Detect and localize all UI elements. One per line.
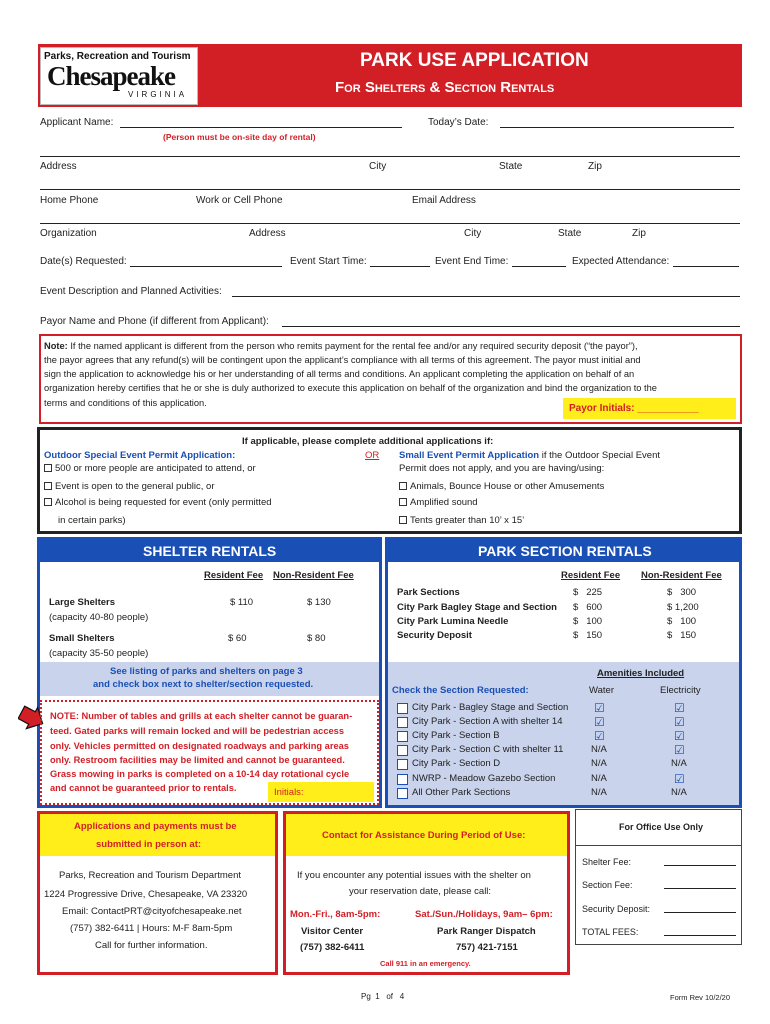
- fee-row-3-nonresident: $ 100: [667, 616, 697, 627]
- payor-initials-box[interactable]: [563, 398, 736, 419]
- contact-title: Contact for Assistance During Period of Use:: [322, 830, 526, 841]
- small-shelters-capacity: (capacity 35-50 people): [49, 648, 149, 659]
- small-criterion-3: Tents greater than 10’ x 15’: [399, 515, 524, 526]
- emergency-note: Call 911 in an emergency.: [380, 959, 471, 968]
- check-section-label: Check the Section Requested:: [392, 685, 529, 696]
- logo-line2: Chesapeake: [47, 61, 176, 91]
- email-label: Email Address: [412, 195, 476, 206]
- checkbox-icon: [44, 482, 52, 490]
- section-checkbox[interactable]: [397, 703, 408, 714]
- section-checkbox[interactable]: [397, 759, 408, 770]
- shelter-note-line3: only. Vehicles permitted on designated roadways and parking areas: [50, 741, 349, 751]
- outdoor-criterion-3-cont: in certain parks): [58, 515, 126, 526]
- submit-line-2: 1224 Progressive Drive, Chesapeake, VA 23320: [44, 889, 248, 900]
- work-phone-label: Work or Cell Phone: [196, 195, 283, 206]
- outdoor-permit-link[interactable]: Outdoor Special Event Permit Application: [44, 450, 233, 461]
- org-city-label: City: [464, 228, 482, 239]
- shelter-note-line5: Grass mowing in parks is completed on a 10-14 day rotational cycle: [50, 769, 350, 779]
- note-label: Note:: [44, 341, 68, 351]
- org-address-label: Address: [249, 228, 286, 239]
- water-value: N/A: [591, 773, 607, 784]
- payor-initials-label: Payor Initials: ___________: [569, 403, 699, 414]
- section-rentals-title: PARK SECTION RENTALS: [478, 543, 652, 559]
- page-number: Pg 1 of 4: [361, 992, 405, 1001]
- shelter-listing-line1: See listing of parks and shelters on page 3: [110, 666, 303, 677]
- checked-box-icon: ☑: [674, 772, 685, 786]
- section-resident-header: Resident Fee: [561, 570, 621, 581]
- total-fees-label: TOTAL FEES:: [582, 927, 639, 937]
- section-checkbox[interactable]: [397, 745, 408, 756]
- security-deposit-label: Security Deposit:: [582, 904, 651, 914]
- page-title: PARK USE APPLICATION: [360, 50, 589, 71]
- submit-email[interactable]: Email: ContactPRT@cityofchesapeake.net: [62, 906, 242, 917]
- section-list-item: All Other Park Sections: [412, 787, 511, 798]
- dates-requested-label: Date(s) Requested:: [40, 256, 127, 267]
- shelter-rentals-title: SHELTER RENTALS: [143, 543, 277, 559]
- shelter-initials-box[interactable]: [268, 782, 374, 802]
- section-checkbox[interactable]: [397, 788, 408, 799]
- small-permit-rest2: Permit does not apply, and you are having/using:: [399, 463, 605, 474]
- section-checkbox[interactable]: [397, 731, 408, 742]
- applicant-name-label: Applicant Name:: [40, 117, 114, 128]
- large-shelters-label: Large Shelters: [49, 597, 115, 608]
- note-line4: organization hereby certifies that he or she is duly authorized to execute this application on behalf of the organization and bind the organization to the: [44, 383, 657, 393]
- org-state-label: State: [558, 228, 582, 239]
- fee-row-3-resident: $ 100: [573, 616, 603, 627]
- shelter-note-line6: and cannot be guaranteed prior to rentals.: [50, 783, 237, 793]
- section-list-item: City Park - Section C with shelter 11: [412, 744, 564, 755]
- event-end-label: Event End Time:: [435, 256, 509, 267]
- fee-row-3-name: City Park Lumina Needle: [397, 616, 509, 627]
- logo-line3: VIRGINIA: [128, 90, 188, 99]
- electricity-value: N/A: [671, 758, 687, 769]
- contact-header: [286, 814, 567, 856]
- shelter-note-line2: teed. Gated parks will remain locked and will be pedestrian access: [50, 726, 345, 736]
- fee-row-1-resident: $ 225: [573, 587, 603, 598]
- outdoor-permit-title[interactable]: [44, 450, 235, 461]
- outdoor-criterion-2: Event is open to the general public, or: [44, 481, 215, 492]
- note-line1: [44, 341, 638, 351]
- submit-header: [40, 814, 275, 856]
- fee-row-1-name: Park Sections: [397, 587, 460, 598]
- checked-box-icon: ☑: [594, 715, 605, 729]
- contact-left-hours: Mon.-Fri., 8am-5pm:: [290, 909, 381, 920]
- shelter-nonresident-header: Non-Resident Fee: [273, 570, 354, 581]
- event-start-field[interactable]: [370, 266, 430, 267]
- checked-box-icon: ☑: [674, 729, 685, 743]
- section-checkbox[interactable]: [397, 774, 408, 785]
- city-label: City: [369, 161, 387, 172]
- submit-title-1: Applications and payments must be: [74, 821, 237, 832]
- expected-attendance-label: Expected Attendance:: [572, 256, 670, 267]
- fee-row-4-resident: $ 150: [573, 630, 603, 641]
- small-shelters-label: Small Shelters: [49, 633, 115, 644]
- submit-line-5: Call for further information.: [95, 940, 208, 951]
- large-shelters-resident: $ 110: [230, 597, 254, 608]
- checkbox-icon: [44, 464, 52, 472]
- checked-box-icon: ☑: [674, 743, 685, 757]
- electricity-header: Electricity: [660, 685, 701, 696]
- shelter-listing-box: [40, 662, 379, 696]
- todays-date-field[interactable]: [500, 127, 734, 128]
- organization-label: Organization: [40, 228, 97, 239]
- total-fees-field[interactable]: [664, 935, 736, 936]
- city-logo: [40, 47, 198, 105]
- section-rentals-header: [388, 540, 739, 562]
- submit-line-1: Parks, Recreation and Tourism Department: [59, 870, 241, 881]
- checked-box-icon: ☑: [674, 701, 685, 715]
- or-label: OR: [365, 450, 380, 461]
- contact-line-2: your reservation date, please call:: [349, 886, 492, 897]
- event-end-field[interactable]: [512, 266, 566, 267]
- outdoor-criterion-1: 500 or more people are anticipated to attend, or: [44, 463, 256, 474]
- note-line5: terms and conditions of this application.: [44, 398, 207, 408]
- address-label: Address: [40, 161, 77, 172]
- shelter-note-line1: NOTE: Number of tables and grills at each shelter cannot be guaran-: [50, 711, 353, 721]
- fee-row-4-nonresident: $ 150: [667, 630, 697, 641]
- note-line3: sign the application to acknowledge his or her understanding of all terms and conditions. An applicant completing the application on behalf of an: [44, 369, 635, 379]
- fee-row-2-nonresident: $ 1,200: [667, 602, 699, 613]
- water-value: N/A: [591, 744, 607, 755]
- section-list-item: City Park - Section A with shelter 14: [412, 716, 563, 727]
- note-text1: If the named applicant is different from the person who remits payment for the rental fee and/or any required security deposit (“the payor”),: [67, 341, 638, 351]
- electricity-value: N/A: [671, 787, 687, 798]
- submit-line-4: (757) 382-6411 | Hours: M-F 8am-5pm: [70, 923, 233, 934]
- contact-right-phone[interactable]: 757) 421-7151: [456, 942, 518, 953]
- shelter-fee-label: Shelter Fee:: [582, 857, 632, 867]
- todays-date-label: Today’s Date:: [428, 117, 489, 128]
- event-description-field[interactable]: [232, 296, 740, 297]
- shelter-resident-header: Resident Fee: [204, 570, 264, 581]
- logo-line1: Parks, Recreation and Tourism: [44, 51, 191, 62]
- contact-right-hours: Sat./Sun./Holidays, 9am– 6pm:: [415, 909, 553, 920]
- section-fee-field[interactable]: [664, 888, 736, 889]
- outdoor-permit-colon: :: [232, 450, 236, 461]
- state-label: State: [499, 161, 523, 172]
- section-nonresident-header: Non-Resident Fee: [641, 570, 722, 581]
- fee-row-2-resident: $ 600: [573, 602, 603, 613]
- contact-left-phone[interactable]: (757) 382-6411: [300, 942, 365, 953]
- checked-box-icon: ☑: [594, 701, 605, 715]
- checked-box-icon: ☑: [594, 729, 605, 743]
- contact-line-1: If you encounter any potential issues with the shelter on: [297, 870, 531, 881]
- form-revision: Form Rev 10/2/20: [670, 993, 731, 1002]
- small-criterion-1: Animals, Bounce House or other Amusements: [399, 481, 604, 492]
- small-shelters-nonresident: $ 80: [307, 633, 326, 644]
- small-shelters-resident: $ 60: [228, 633, 247, 644]
- section-list-item: City Park - Section B: [412, 730, 500, 741]
- amenities-heading: Amenities Included: [597, 668, 685, 679]
- event-description-label: Event Description and Planned Activities:: [40, 286, 222, 297]
- shelter-initials-label: Initials:: [274, 787, 304, 798]
- small-permit-title: [399, 450, 660, 461]
- small-permit-link[interactable]: Small Event Permit Application: [399, 450, 540, 461]
- payor-label: Payor Name and Phone (if different from Applicant):: [40, 316, 269, 327]
- small-criterion-2: Amplified sound: [399, 497, 478, 508]
- water-value: N/A: [591, 758, 607, 769]
- section-checkbox[interactable]: [397, 717, 408, 728]
- water-header: Water: [589, 685, 614, 696]
- phone-line[interactable]: [40, 189, 740, 190]
- onsite-note: (Person must be on-site day of rental): [163, 132, 316, 142]
- permits-heading: If applicable, please complete additional applications if:: [242, 436, 494, 447]
- organization-line[interactable]: [40, 223, 740, 224]
- section-list-item: NWRP - Meadow Gazebo Section: [412, 773, 556, 784]
- fee-row-2-name: City Park Bagley Stage and Section: [397, 602, 557, 613]
- page-subtitle: For Shelters & Section Rentals: [335, 79, 555, 96]
- zip-label: Zip: [588, 161, 602, 172]
- event-start-label: Event Start Time:: [290, 256, 367, 267]
- section-list-item: City Park - Section D: [412, 758, 501, 769]
- outdoor-criterion-3: Alcohol is being requested for event (only permitted: [44, 497, 272, 508]
- office-use-header: [576, 810, 741, 846]
- checked-box-icon: ☑: [674, 715, 685, 729]
- checkbox-icon: [399, 498, 407, 506]
- shelter-listing-line2: and check box next to shelter/section requested.: [93, 679, 314, 690]
- large-shelters-capacity: (capacity 40-80 people): [49, 612, 149, 623]
- checkbox-icon: [399, 516, 407, 524]
- checkbox-icon: [44, 498, 52, 506]
- shelter-note-line4: only. Restroom facilities may be limited and cannot be guaranteed.: [50, 755, 345, 765]
- fee-row-1-nonresident: $ 300: [667, 587, 697, 598]
- payor-field[interactable]: [282, 326, 740, 327]
- water-value: N/A: [591, 787, 607, 798]
- section-fee-label: Section Fee:: [582, 880, 633, 890]
- contact-left-name: Visitor Center: [301, 926, 364, 937]
- small-permit-rest: if the Outdoor Special Event: [539, 450, 661, 461]
- security-deposit-field[interactable]: [664, 912, 736, 913]
- address-line[interactable]: [40, 156, 740, 157]
- large-shelters-nonresident: $ 130: [307, 597, 331, 608]
- fee-row-4-name: Security Deposit: [397, 630, 472, 641]
- shelter-fee-field[interactable]: [664, 865, 736, 866]
- submit-title-2: submitted in person at:: [96, 839, 202, 850]
- contact-right-name: Park Ranger Dispatch: [437, 926, 536, 937]
- org-zip-label: Zip: [632, 228, 646, 239]
- section-list-item: City Park - Bagley Stage and Section: [412, 702, 569, 713]
- expected-attendance-field[interactable]: [673, 266, 739, 267]
- applicant-name-field[interactable]: [120, 127, 402, 128]
- checkbox-icon: [399, 482, 407, 490]
- note-line2: the payor agrees that any refund(s) will be contingent upon the applicant’s compliance with all terms of this agreement. The payor must initial and: [44, 355, 641, 365]
- home-phone-label: Home Phone: [40, 195, 99, 206]
- office-use-title: For Office Use Only: [619, 822, 704, 832]
- dates-requested-field[interactable]: [130, 266, 282, 267]
- shelter-rentals-header: [40, 540, 379, 562]
